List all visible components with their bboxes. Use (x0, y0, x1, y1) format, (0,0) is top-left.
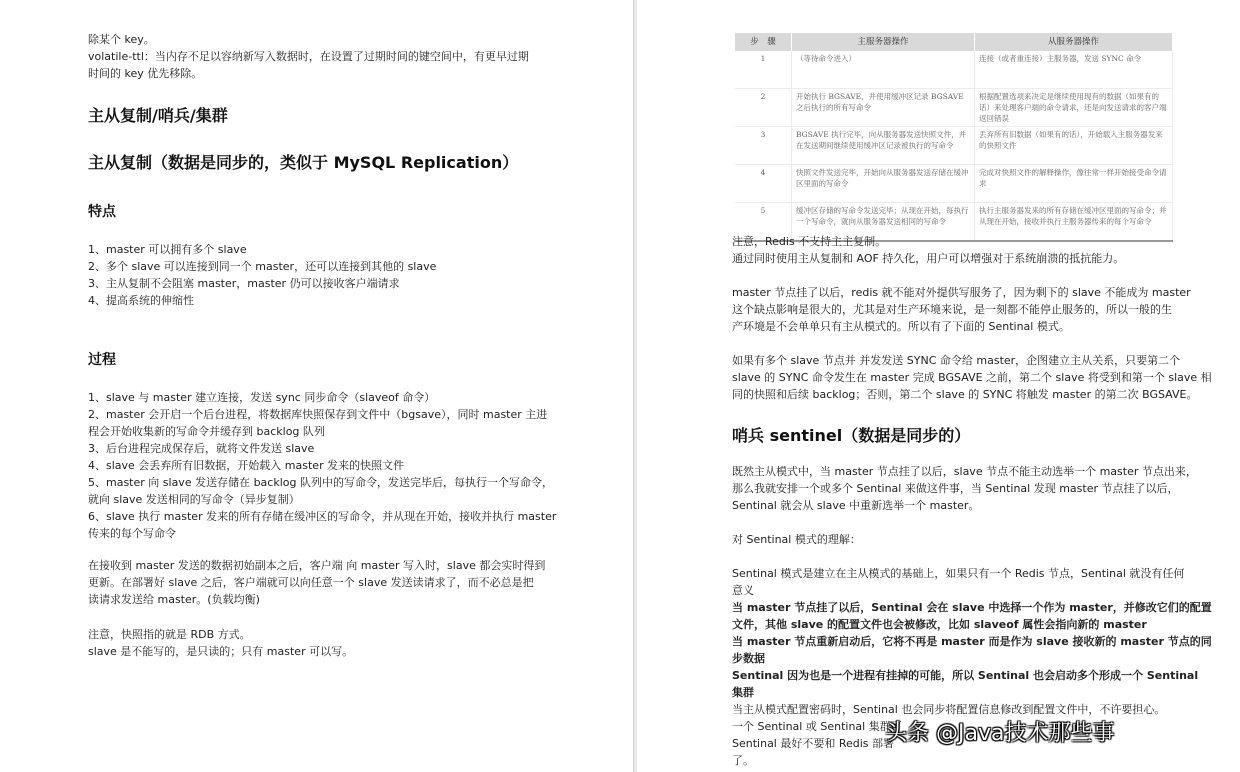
slave-op-cell: 完成对快照文件的解释操作，像往常一样开始接受命令请求 (975, 165, 1173, 203)
text-line: 这个缺点影响是很大的，尤其是对生产环境来说，是一刻都不能停止服务的，所以一般的生 (732, 303, 1172, 316)
text-line: 一个 Sentinal 或 Sentinal 集群可 (732, 720, 902, 733)
text-line: 注意，Redis 不支持主主复制。 (732, 235, 887, 248)
slave-op-cell: 根据配置选项来决定是继续使用现有的数据（如果有的话）来处理客户端的命令请求，还是向发送请求的客户端返回错误 (975, 89, 1173, 127)
master-op-cell: （等待命令进入） (792, 51, 975, 89)
list-item: 3、主从复制不会阻塞 master，master 仍可以接收客户端请求 (88, 277, 400, 290)
list-item: 1、master 可以拥有多个 slave (88, 243, 247, 256)
slave-op-cell: 连接（或者重连接）主服务器，发送 SYNC 命令 (975, 51, 1173, 89)
text-line: 如果有多个 slave 节点并 并发发送 SYNC 命令给 master，企图建立主从关系，只要第二个 (732, 354, 1181, 367)
table-row (735, 51, 1173, 89)
step-cell: 3 (735, 127, 792, 165)
list-item: 2、master 会开启一个后台进程，将数据库快照保存到文件中（bgsave），同时 master 主进 (88, 408, 548, 421)
list-item: 程会开始收集新的写命令并缓存到 backlog 队列 (88, 425, 325, 438)
text-line: Sentinal 就会从 slave 中重新选举一个 master。 (732, 499, 980, 512)
master-op-cell: 快照文件发送完毕，开始向从服务器发送存储在缓冲区里面的写命令 (792, 165, 975, 203)
text-line: 同的快照和后续 backlog；否则，第二个 slave 的 SYNC 将触发 master 的第二次 BGSAVE。 (732, 388, 1198, 401)
notes-paragraph-c (732, 352, 1212, 403)
text-line: 意义 (732, 584, 754, 597)
text-line: master 节点挂了以后，redis 就不能对外提供写服务了，因为剩下的 slave 不能成为 master (732, 286, 1191, 299)
process-list (88, 389, 556, 542)
text-line: slave 是不能写的，是只读的；只有 master 可以写。 (88, 645, 354, 658)
list-item: 5、master 向 slave 发送存储在 backlog 队列中的写命令，发送完毕后，每执行一个写命令， (88, 476, 553, 489)
column-header: 从服务器操作 (975, 33, 1173, 51)
list-item: 4、提高系统的伸缩性 (88, 294, 194, 307)
text-line: 注意，快照指的就是 RDB 方式。 (88, 628, 251, 641)
master-op-cell: 缓冲区存储的写命令发送完毕；从现在开始，每执行一个写命令，就向从服务器发送相同的写命令 (792, 203, 975, 242)
table-row (735, 89, 1173, 127)
list-item: 就向 slave 发送相同的写命令（异步复制） (88, 493, 300, 506)
text-line: Sentinal 模式是建立在主从模式的基础上，如果只有一个 Redis 节点，Sentinal 就没有任何 (732, 567, 1185, 580)
notes-paragraph-b (732, 284, 1191, 335)
text-line: 了。 (732, 754, 754, 767)
text-line: volatile-ttl：当内存不足以容纳新写入数据时，在设置了过期时间的键空间中，有更早过期 (88, 50, 529, 63)
features-list (88, 241, 436, 309)
note-paragraph (88, 626, 353, 660)
notes-paragraph-a (732, 233, 1124, 267)
text-line: 时间的 key 优先移除。 (88, 67, 203, 80)
table-header-row (735, 33, 1173, 51)
text-line: 除某个 key。 (88, 33, 155, 46)
text-line: 当 master 节点挂了以后，Sentinal 会在 slave 中选择一个作为 master，并修改它们的配置 (732, 601, 1212, 614)
text-line: 步数据 (732, 652, 765, 665)
slave-op-cell: 执行主服务器发来的所有存储在缓冲区里面的写命令；并从现在开始，接收并执行主服务器传来的每个写命令 (975, 203, 1173, 242)
sentinel-heading: 哨兵 sentinel（数据是同步的） (732, 426, 971, 445)
text-line: 读请求发送给 master。(负载均衡) (88, 593, 260, 606)
list-item: 3、后台进程完成保存后，就将文件发送 slave (88, 442, 315, 455)
list-item: 2、多个 slave 可以连接到同一个 master，还可以连接到其他的 slave (88, 260, 437, 273)
master-op-cell: 开始执行 BGSAVE，并使用缓冲区记录 BGSAVE 之后执行的所有写命令 (792, 89, 975, 127)
replication-steps-table (735, 33, 1173, 242)
text-line: 文件，其他 slave 的配置文件也会被修改，比如 slaveof 属性会指向新的 master (732, 618, 1147, 631)
table-row (735, 165, 1173, 203)
text-line: 当 master 节点重新启动后，它将不再是 master 而是作为 slave 接收新的 master 节点的同 (732, 635, 1212, 648)
step-cell: 1 (735, 51, 792, 89)
master-op-cell: BGSAVE 执行完毕，向从服务器发送快照文件，并在发送期间继续使用缓冲区记录被执行的写命令 (792, 127, 975, 165)
list-item: 6、slave 执行 master 发来的所有存储在缓冲区的写命令，并从现在开始，接收并执行 master (88, 510, 557, 523)
intro-paragraph (88, 31, 529, 82)
text-line: 当主从模式配置密码时，Sentinal 也会同步将配置信息修改到配置文件中，不许要担心。 (732, 703, 1166, 716)
understanding-label: 对 Sentinal 模式的理解： (732, 533, 861, 546)
text-line: 通过同时使用主从复制和 AOF 持久化，用户可以增强对于系统崩溃的抵抗能力。 (732, 252, 1125, 265)
slave-op-cell: 丢弃所有旧数据（如果有的话），开始载入主服务器发来的快照文件 (975, 127, 1173, 165)
step-cell: 2 (735, 89, 792, 127)
text-line: Sentinal 最好不要和 Redis 部署 (732, 737, 895, 750)
column-header: 步 骤 (735, 33, 792, 51)
text-line: 集群 (732, 686, 754, 699)
sync-paragraph (88, 557, 545, 608)
process-heading: 过程 (88, 352, 116, 368)
text-line: 产环境是不会单单只有主从模式的。所以有了下面的 Sentinal 模式。 (732, 320, 1070, 333)
sentinel-intro-paragraph (732, 463, 1197, 514)
section-heading: 主从复制/哨兵/集群 (88, 106, 228, 125)
list-item: 1、slave 与 master 建立连接，发送 sync 同步命令（slaveof 命令） (88, 391, 436, 404)
table-row (735, 127, 1173, 165)
text-line: slave 的 SYNC 命令发生在 master 完成 BGSAVE 之前，第二个 slave 将受到和第一个 slave 相 (732, 371, 1212, 384)
step-cell: 5 (735, 203, 792, 242)
column-header: 主服务器操作 (792, 33, 975, 51)
text-line: 既然主从模式中，当 master 节点挂了以后，slave 节点不能主动选举一个 master 节点出来， (732, 465, 1197, 478)
text-line: Sentinal 因为也是一个进程有挂掉的可能，所以 Sentinal 也会启动多个形成一个 Sentinal (732, 669, 1199, 682)
step-cell: 4 (735, 165, 792, 203)
text-line: 那么我就安排一个或多个 Sentinal 来做这件事，当 Sentinal 发现 master 节点挂了以后， (732, 482, 1179, 495)
replication-heading: 主从复制（数据是同步的，类似于 MySQL Replication） (88, 153, 519, 172)
text-line: 更新。在部署好 slave 之后，客户端就可以向任意一个 slave 发送读请求了，而不必总是把 (88, 576, 534, 589)
watermark: 头条 @Java技术那些事 (885, 721, 1115, 746)
list-item: 4、slave 会丢弃所有旧数据，开始载入 master 发来的快照文件 (88, 459, 405, 472)
right-page (637, 0, 1240, 772)
list-item: 传来的每个写命令 (88, 527, 176, 540)
text-line: 在接收到 master 发送的数据初始副本之后，客户端 向 master 写入时，slave 都会实时得到 (88, 559, 546, 572)
features-heading: 特点 (88, 204, 116, 220)
